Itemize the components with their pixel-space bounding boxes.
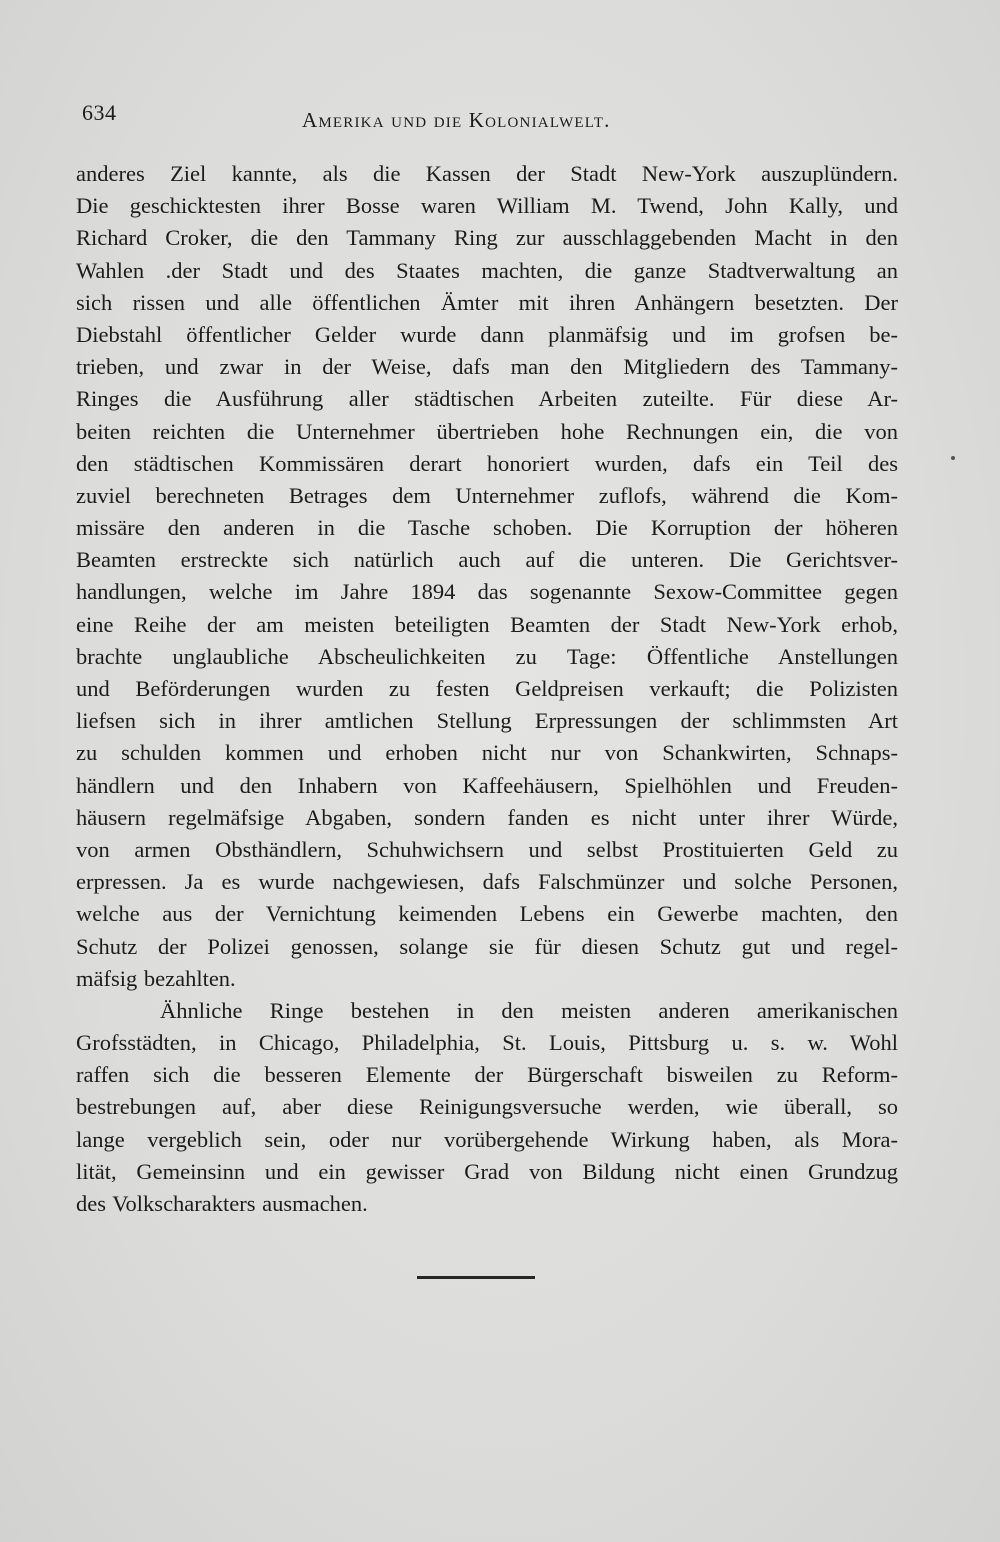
body-text [76, 158, 898, 1220]
text-line: eine Reihe der am meisten beteiligten Beamten der Stadt New-York erhob, [76, 611, 898, 637]
text-line: Wahlen .der Stadt und des Staates machten, die ganze Stadtverwaltung an [76, 257, 898, 283]
text-line: Grofsstädten, in Chicago, Philadelphia, St. Louis, Pittsburg u. s. w. Wohl [76, 1030, 898, 1056]
text-line: lität, Gemeinsinn und ein gewisser Grad von Bildung nicht einen Grundzug [76, 1158, 898, 1184]
text-line: Beamten erstreckte sich natürlich auch auf die unteren. Die Gerichtsver- [76, 547, 898, 573]
text-line: zuviel berechneten Betrages dem Unternehmer zuflofs, während die Kom- [76, 482, 898, 508]
text-line: Richard Croker, die den Tammany Ring zur ausschlaggebenden Macht in den [76, 225, 898, 251]
paragraph-2 [76, 995, 898, 1220]
text-line: und Beförderungen wurden zu festen Geldpreisen verkauft; die Polizisten [76, 676, 898, 701]
text-line: missäre den anderen in die Tasche schoben. Die Korruption der höheren [76, 515, 898, 541]
text-line: Ringes die Ausführung aller städtischen Arbeiten zuteilte. Für diese Ar- [76, 386, 898, 412]
scan-speck [951, 456, 955, 460]
text-line: bestrebungen auf, aber diese Reinigungsversuche werden, wie überall, so [76, 1094, 898, 1120]
text-line: erpressen. Ja es wurde nachgewiesen, dafs Falschmünzer und solche Personen, [76, 869, 898, 895]
end-rule [417, 1276, 535, 1279]
page-header [82, 100, 902, 140]
page-number: 634 [82, 100, 117, 125]
text-line: lange vergeblich sein, oder nur vorübergehende Wirkung haben, als Mora- [76, 1126, 898, 1152]
text-line: trieben, und zwar in der Weise, dafs man den Mitgliedern des Tammany- [76, 354, 898, 380]
text-line: des Volkscharakters ausmachen. [76, 1191, 368, 1216]
text-line: welche aus der Vernichtung keimenden Lebens ein Gewerbe machten, den [76, 901, 898, 927]
text-line: handlungen, welche im Jahre 1894 das sogenannte Sexow-Committee gegen [76, 579, 898, 605]
text-line: raffen sich die besseren Elemente der Bürgerschaft bisweilen zu Reform- [76, 1062, 898, 1088]
paragraph-1 [76, 158, 898, 995]
text-line: zu schulden kommen und erhoben nicht nur von Schankwirten, Schnaps- [76, 740, 898, 766]
text-line: händlern und den Inhabern von Kaffeehäusern, Spielhöhlen und Freuden- [76, 772, 898, 798]
text-line: häusern regelmäfsige Abgaben, sondern fanden es nicht unter ihrer Würde, [76, 804, 898, 830]
text-line: den städtischen Kommissären derart honoriert wurden, dafs ein Teil des [76, 450, 898, 476]
text-line: Schutz der Polizei genossen, solange sie für diesen Schutz gut und regel- [76, 933, 898, 959]
text-line: beiten reichten die Unternehmer übertrieben hohe Rechnungen ein, die von [76, 418, 898, 444]
text-line: sich rissen und alle öffentlichen Ämter mit ihren Anhängern besetzten. Der [76, 289, 898, 315]
text-line: liefsen sich in ihrer amtlichen Stellung Erpressungen der schlimmsten Art [76, 708, 898, 734]
text-line: Diebstahl öffentlicher Gelder wurde dann planmäfsig und im grofsen be- [76, 321, 898, 347]
text-line: Die geschicktesten ihrer Bosse waren William M. Twend, John Kally, und [76, 193, 898, 219]
text-line: Ähnliche Ringe bestehen in den meisten anderen amerikanischen [160, 997, 898, 1023]
text-line: anderes Ziel kannte, als die Kassen der Stadt New-York auszuplündern. [76, 161, 898, 186]
text-line: brachte unglaubliche Abscheulichkeiten zu Tage: Öffentliche Anstellungen [76, 643, 898, 669]
text-line: mäfsig bezahlten. [76, 965, 236, 991]
running-title: Amerika und die Kolonialwelt. [302, 108, 611, 132]
text-line: von armen Obsthändlern, Schuhwichsern und selbst Prostituierten Geld zu [76, 836, 898, 862]
